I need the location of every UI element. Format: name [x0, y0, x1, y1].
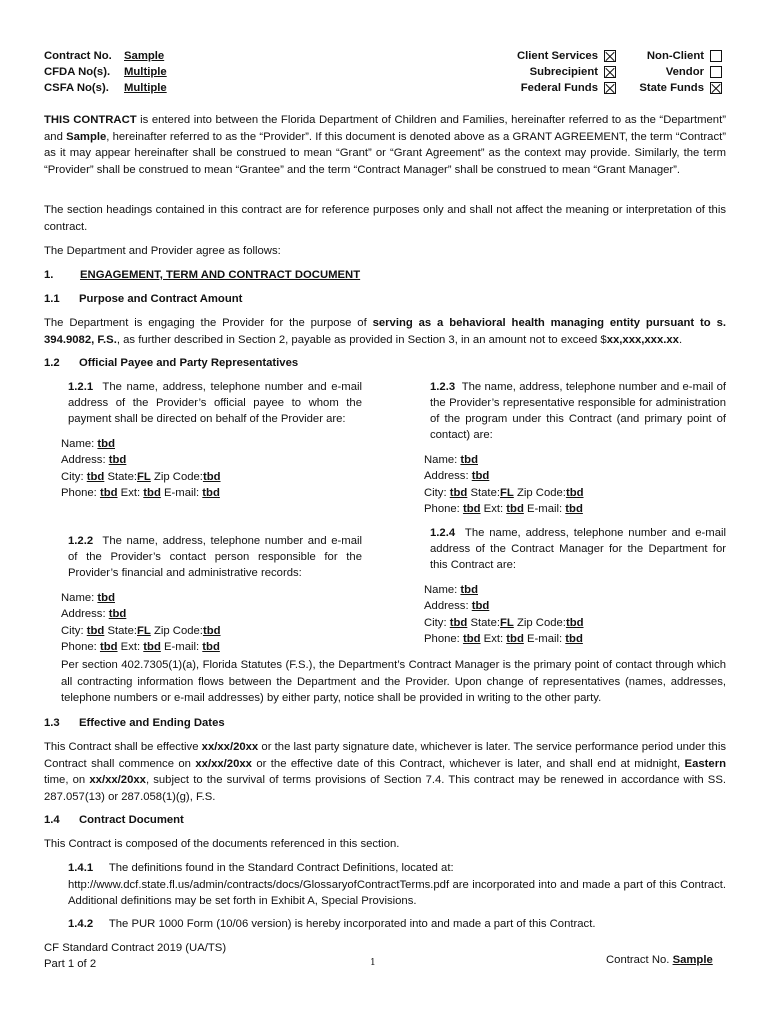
footer-contract-no [606, 954, 713, 966]
state-funds-label: State Funds [639, 82, 704, 94]
label-city: City: [424, 486, 447, 499]
label-ext: Ext: [483, 632, 504, 645]
label-ext: Ext: [120, 486, 141, 499]
footer-contract-value: Sample [672, 954, 713, 966]
contract-manager-note: Per section 402.7305(1)(a), Florida Statutes (F.S.), the Department’s Contract Manager is the primary point of contact through which all contracting information flows between the Department and the Provider. Upon change of representatives (names, addresses, telephone numbers or e-mail addresses) by either party, notice shall be provided in writing to the other party. [61, 659, 726, 704]
contract-document-intro: This Contract is composed of the documents referenced in this section. [44, 838, 400, 850]
clause-1-4-1-text-a: The definitions found in the Standard Contract Definitions, located at: [108, 862, 454, 874]
fin-city: tbd [86, 624, 105, 637]
clause-1-2-1-text: The name, address, telephone number and e-mail address of the Provider’s official payee to whom the payment shall be directed on behalf of the Provider are: [68, 381, 362, 425]
intro-text-b: , hereinafter referred to as the “Provider”. If this document is denoted above as a GRANT AGREEMENT, the term “Contract” as it may appear hereinafter shall be construed to mean “Grant” or “Grant Agreement” as the context may provide. Similarly, the term “Provider” shall be construed to mean “Grantee” and the term “Contract Manager” shall be construed to mean “Grant Manager”. [44, 130, 726, 176]
clause-1-2-3 [430, 379, 726, 443]
label-zip: Zip Code: [516, 616, 566, 629]
payee-email: tbd [202, 486, 220, 499]
footer-form-info [44, 940, 226, 972]
checkbox-group-left [440, 48, 616, 96]
clause-1-2-4-num: 1.2.4 [430, 527, 456, 539]
fin-address: tbd [108, 608, 127, 621]
clause-1-4-1-text-b: http://www.dcf.state.fl.us/admin/contracts/docs/GlossaryofContractTerms.pdf are incorporated into and made a part of this Contract. Additional definitions may be set forth in Exhibit A, Special Provisions. [68, 878, 726, 907]
section-1-2-num: 1.2 [44, 357, 60, 369]
section-1-2-title: Official Payee and Party Representatives [79, 357, 299, 369]
payee-zip: tbd [202, 470, 221, 483]
section-1-3-num: 1.3 [44, 717, 60, 729]
contract-manager-address-block [424, 582, 584, 647]
dates-text-2: or the last party signature date, whichever is later. The service performance period under this Contract shall commence on [44, 741, 726, 770]
section-1-1-heading [44, 291, 242, 307]
label-city: City: [424, 616, 447, 629]
clause-1-2-1-num: 1.2.1 [68, 381, 94, 393]
section-1-heading [44, 267, 360, 283]
label-zip: Zip Code: [153, 624, 203, 637]
contract-amount: xx,xxx,xxx.xx [606, 333, 679, 346]
payee-phone: tbd [99, 486, 118, 499]
label-state: State: [107, 470, 137, 483]
clause-1-2-2-num: 1.2.2 [68, 535, 94, 547]
section-1-3-heading [44, 715, 225, 731]
manager-phone: tbd [462, 632, 481, 645]
intro-text-a: is entered into between the Florida Department of Children and Families, hereinafter referred to as the “Department” and [44, 114, 726, 143]
label-phone: Phone: [424, 502, 460, 515]
label-address: Address: [61, 454, 106, 467]
contract-no-label: Contract No. [44, 50, 112, 62]
label-name: Name: [424, 454, 458, 466]
clause-1-4-2-num: 1.4.2 [68, 918, 94, 930]
label-address: Address: [61, 608, 106, 621]
rep-phone: tbd [462, 502, 481, 515]
client-services-label: Client Services [516, 50, 598, 62]
fin-name: tbd [97, 592, 115, 604]
manager-city: tbd [449, 616, 468, 629]
checkbox-group-right [600, 48, 722, 96]
fin-ext: tbd [143, 640, 161, 653]
footer-part: Part 1 of 2 [44, 958, 97, 970]
label-phone: Phone: [424, 632, 460, 645]
vendor-label: Vendor [665, 66, 704, 78]
vendor-checkbox[interactable] [710, 66, 722, 78]
section-1-title: ENGAGEMENT, TERM AND CONTRACT DOCUMENT [80, 269, 361, 281]
label-state: State: [470, 616, 500, 629]
non-client-checkbox[interactable] [710, 50, 722, 62]
contract-no-value: Sample [124, 50, 165, 62]
section-1-1-title: Purpose and Contract Amount [79, 293, 243, 305]
label-address: Address: [424, 470, 469, 483]
dates-text-5: , subject to the survival of terms provisions of Section 7.4. This contract may be renewed in accordance with SS. 287.057(13) or 287.058(1)(g), F.S. [44, 774, 726, 803]
financial-contact-address-block [61, 590, 221, 655]
rep-state: FL [500, 486, 514, 499]
federal-funds-label: Federal Funds [520, 82, 598, 94]
intro-lead: THIS CONTRACT [44, 114, 137, 126]
section-1-1-num: 1.1 [44, 293, 60, 305]
purpose-text-1: The Department is engaging the Provider for the purpose of [44, 317, 373, 329]
payee-name: tbd [97, 438, 115, 450]
agree-paragraph: The Department and Provider agree as follows: [44, 245, 281, 257]
intro-paragraph [44, 112, 726, 178]
end-date: xx/xx/20xx [89, 774, 146, 786]
dates-text-3: or the effective date of this Contract, whichever is later, and shall end at midnight, [251, 757, 685, 770]
clause-1-4-2 [68, 916, 726, 933]
purpose-value: serving as a behavioral health managing entity pursuant to s. 394.9082, F.S. [44, 317, 726, 346]
label-city: City: [61, 470, 84, 483]
subrecipient-label: Subrecipient [529, 66, 598, 78]
payee-address-block [61, 436, 221, 501]
representative-address-block [424, 452, 584, 517]
rep-zip: tbd [565, 486, 584, 499]
effective-date: xx/xx/20xx [201, 741, 259, 753]
label-phone: Phone: [61, 640, 97, 653]
purpose-paragraph [44, 315, 726, 348]
headings-paragraph: The section headings contained in this contract are for reference purposes only and shall not affect the meaning or interpretation of this contract. [44, 204, 726, 233]
non-client-label: Non-Client [646, 50, 704, 62]
payee-state: FL [137, 470, 151, 483]
timezone: Eastern [684, 757, 726, 770]
provider-name: Sample [66, 130, 107, 143]
csfa-value: Multiple [124, 82, 167, 94]
dates-text-1: This Contract shall be effective [44, 741, 202, 753]
section-1-num: 1. [44, 269, 54, 281]
payee-ext: tbd [143, 486, 161, 499]
fin-phone: tbd [99, 640, 118, 653]
rep-city: tbd [449, 486, 468, 499]
clause-1-2-1 [68, 379, 362, 427]
label-zip: Zip Code: [516, 486, 566, 499]
label-email: E-mail: [527, 502, 563, 515]
label-name: Name: [61, 592, 95, 604]
label-ext: Ext: [120, 640, 141, 653]
clause-1-2-3-text: The name, address, telephone number and e-mail of the Provider’s representative responsible for administration of the program under this Contract (and primary point of contact) are: [430, 381, 727, 441]
section-1-3-title: Effective and Ending Dates [79, 717, 225, 729]
page-number: 1 [370, 958, 376, 968]
label-email: E-mail: [164, 640, 200, 653]
fin-zip: tbd [202, 624, 221, 637]
dates-paragraph [44, 739, 726, 805]
csfa-label: CSFA No(s). [44, 82, 109, 94]
manager-address: tbd [471, 600, 490, 613]
label-name: Name: [424, 584, 458, 596]
label-state: State: [107, 624, 137, 637]
manager-ext: tbd [506, 632, 524, 645]
state-funds-checkbox[interactable] [710, 82, 722, 94]
rep-email: tbd [565, 502, 583, 515]
clause-1-2-2-text: The name, address, telephone number and e-mail of the Provider’s contact person responsible for the Provider’s financial and administrative records: [68, 535, 362, 579]
label-address: Address: [424, 600, 469, 613]
rep-name: tbd [460, 454, 478, 466]
fin-email: tbd [202, 640, 220, 653]
rep-address: tbd [471, 470, 490, 483]
label-phone: Phone: [61, 486, 97, 499]
section-1-4-title: Contract Document [79, 814, 184, 826]
clause-1-2-4-text: The name, address, telephone number and e-mail address of the Contract Manager for the Department for this Contract are: [430, 527, 726, 571]
manager-zip: tbd [565, 616, 584, 629]
label-city: City: [61, 624, 84, 637]
clause-1-2-4 [430, 525, 726, 573]
cfda-label: CFDA No(s). [44, 66, 111, 78]
dates-text-4: time, on [44, 774, 90, 786]
fin-state: FL [137, 624, 151, 637]
clause-1-4-2-text: The PUR 1000 Form (10/06 version) is hereby incorporated into and made a part of this Contract. [108, 918, 596, 930]
payee-address: tbd [108, 454, 127, 467]
payee-city: tbd [86, 470, 105, 483]
clause-1-2-3-num: 1.2.3 [430, 381, 456, 393]
purpose-text-3: . [678, 333, 683, 346]
purpose-text-2: , as further described in Section 2, payable as provided in Section 3, in an amount not to exceed $ [116, 333, 607, 346]
label-ext: Ext: [483, 502, 504, 515]
section-1-4-heading [44, 812, 184, 828]
footer-form-name: CF Standard Contract 2019 (UA/TS) [44, 942, 227, 954]
manager-name: tbd [460, 584, 478, 596]
manager-state: FL [500, 616, 514, 629]
footer-contract-label: Contract No. [606, 954, 670, 966]
clause-1-2-2 [68, 533, 362, 581]
clause-1-4-1-num: 1.4.1 [68, 862, 94, 874]
section-1-2-heading [44, 355, 298, 371]
commence-date: xx/xx/20xx [195, 757, 252, 770]
contract-id-block [44, 48, 167, 96]
section-1-4-num: 1.4 [44, 814, 60, 826]
clause-1-4-1 [68, 860, 726, 910]
label-zip: Zip Code: [153, 470, 203, 483]
label-name: Name: [61, 438, 95, 450]
label-email: E-mail: [527, 632, 563, 645]
label-state: State: [470, 486, 500, 499]
rep-ext: tbd [506, 502, 524, 515]
manager-email: tbd [565, 632, 583, 645]
cfda-value: Multiple [124, 66, 167, 78]
label-email: E-mail: [164, 486, 200, 499]
